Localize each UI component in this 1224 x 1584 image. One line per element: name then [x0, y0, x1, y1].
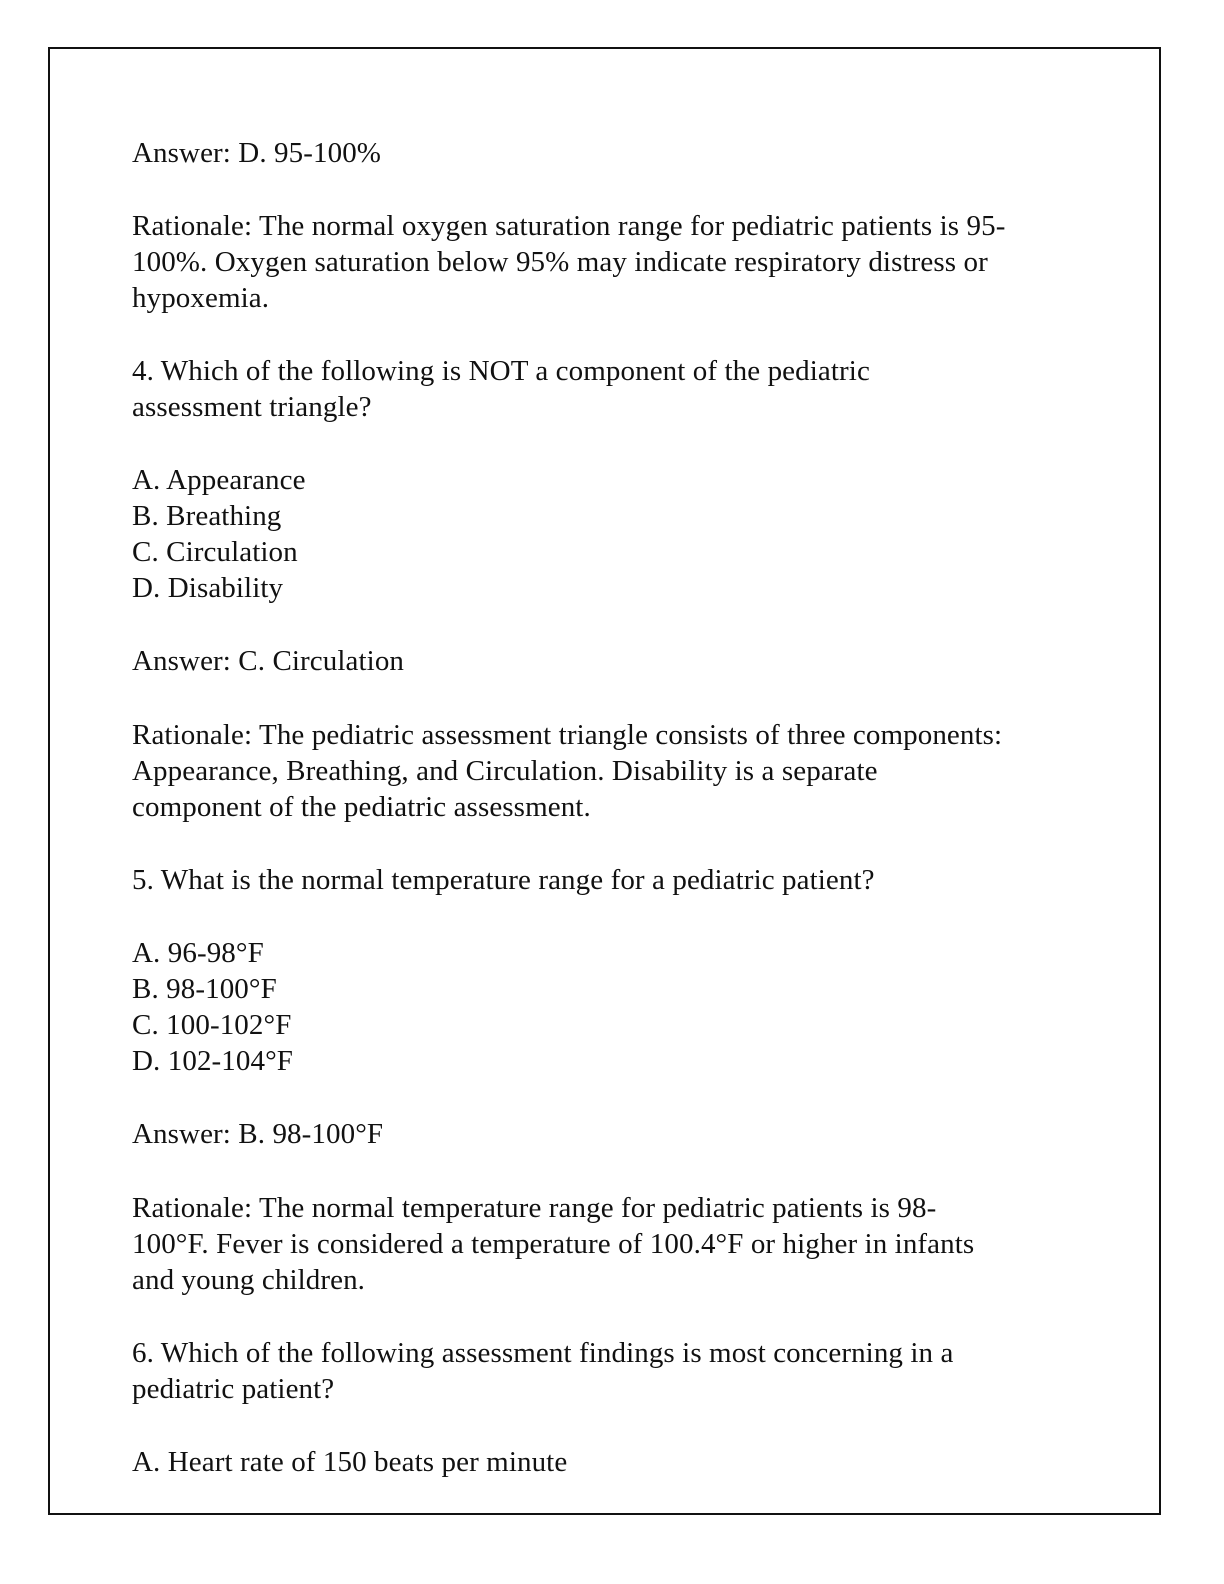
question-4-option-b: B. Breathing: [132, 500, 282, 532]
answer-3: Answer: D. 95-100%: [132, 137, 382, 169]
rationale-3-line-3: hypoxemia.: [132, 282, 270, 314]
question-5-option-d: D. 102-104°F: [132, 1045, 294, 1077]
question-5-option-c: C. 100-102°F: [132, 1009, 292, 1041]
question-5-option-b: B. 98-100°F: [132, 973, 277, 1005]
rationale-3-line-2: 100%. Oxygen saturation below 95% may indicate respiratory distress or: [132, 246, 988, 278]
rationale-5-line-1: Rationale: The normal temperature range for pediatric patients is 98-: [132, 1192, 937, 1224]
rationale-4-line-1: Rationale: The pediatric assessment triangle consists of three components:: [132, 719, 1003, 751]
question-4-line-2: assessment triangle?: [132, 391, 372, 423]
question-5-line-1: 5. What is the normal temperature range for a pediatric patient?: [132, 864, 875, 896]
question-4-option-a: A. Appearance: [132, 464, 306, 496]
rationale-3-line-1: Rationale: The normal oxygen saturation range for pediatric patients is 95-: [132, 210, 1006, 242]
answer-5: Answer: B. 98-100°F: [132, 1118, 384, 1150]
answer-4: Answer: C. Circulation: [132, 645, 405, 677]
question-5-option-a: A. 96-98°F: [132, 937, 264, 969]
rationale-5-line-3: and young children.: [132, 1264, 366, 1296]
rationale-4-line-3: component of the pediatric assessment.: [132, 791, 591, 823]
question-4-option-d: D. Disability: [132, 572, 284, 604]
question-6-line-2: pediatric patient?: [132, 1373, 335, 1405]
rationale-4-line-2: Appearance, Breathing, and Circulation. Disability is a separate: [132, 755, 878, 787]
question-4-option-c: C. Circulation: [132, 536, 298, 568]
rationale-5-line-2: 100°F. Fever is considered a temperature of 100.4°F or higher in infants: [132, 1228, 975, 1260]
question-6-option-a: A. Heart rate of 150 beats per minute: [132, 1446, 568, 1478]
question-4-line-1: 4. Which of the following is NOT a component of the pediatric: [132, 355, 870, 387]
question-6-line-1: 6. Which of the following assessment findings is most concerning in a: [132, 1337, 954, 1369]
